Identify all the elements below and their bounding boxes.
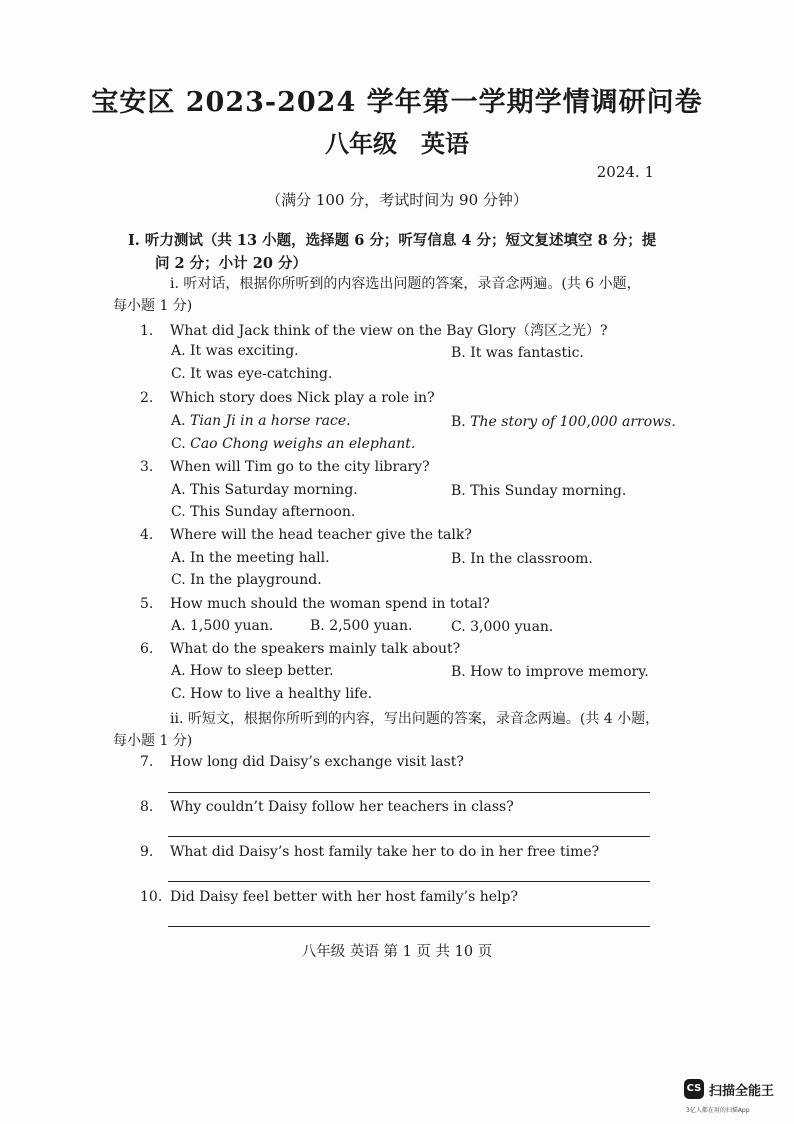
- answer-line-10[interactable]: [168, 926, 650, 927]
- question-text: What do the speakers mainly talk about?: [170, 641, 461, 657]
- question-text: How much should the woman spend in total?: [170, 596, 490, 612]
- part-i-line2: 每小题 1 分): [113, 298, 193, 314]
- question-text: Did Daisy feel better with her host family’s help?: [170, 889, 519, 905]
- question-10: [140, 889, 518, 905]
- q2-option-b-text: The story of 100,000 arrows.: [470, 414, 676, 430]
- part-ii-line2: 每小题 1 分): [113, 733, 193, 749]
- answer-line-9[interactable]: [168, 881, 650, 882]
- question-2: [140, 390, 435, 406]
- q4-option-b: B. In the classroom.: [451, 551, 593, 567]
- q3-option-c: C. This Sunday afternoon.: [171, 504, 356, 520]
- question-text: Which story does Nick play a role in?: [170, 390, 435, 406]
- exam-date: 2024. 1: [596, 163, 654, 181]
- q2-option-a: [171, 413, 351, 429]
- question-text: Why couldn’t Daisy follow her teachers in class?: [170, 799, 514, 815]
- scanner-watermark: [684, 1079, 788, 1119]
- question-text: What did Jack think of the view on the Bay Glory（湾区之光）?: [170, 323, 608, 339]
- exam-note: （满分 100 分，考试时间为 90 分钟）: [266, 191, 528, 209]
- part-ii-line1: ii. 听短文，根据你所听到的内容，写出问题的答案，录音念两遍。(共 4 小题，: [170, 711, 660, 727]
- q6-option-a: A. How to sleep better.: [171, 663, 334, 679]
- question-number: 2.: [140, 390, 154, 406]
- q5-option-c: C. 3,000 yuan.: [451, 619, 554, 635]
- question-9: [140, 844, 599, 860]
- part-i-line1: i. 听对话，根据你所听到的内容选出问题的答案，录音念两遍。(共 6 小题，: [170, 276, 641, 292]
- question-4: [140, 527, 472, 543]
- q2-option-c: [171, 436, 415, 452]
- q2-option-b: [451, 414, 676, 430]
- q2-option-c-letter: C.: [171, 436, 191, 452]
- answer-line-8[interactable]: [168, 836, 650, 837]
- question-number: 6.: [140, 641, 154, 657]
- q6-option-c: C. How to live a healthy life.: [171, 686, 373, 702]
- q2-option-a-text: Tian Ji in a horse race.: [190, 413, 351, 429]
- question-number: 1.: [140, 323, 154, 339]
- q1-option-a: A. It was exciting.: [171, 343, 299, 359]
- question-number: 7.: [140, 754, 154, 770]
- question-number: 5.: [140, 596, 154, 612]
- question-number: 3.: [140, 459, 154, 475]
- question-number: 4.: [140, 527, 154, 543]
- question-number: 8.: [140, 799, 154, 815]
- q4-option-a: A. In the meeting hall.: [171, 550, 330, 566]
- question-text: What did Daisy’s host family take her to do in her free time?: [170, 844, 600, 860]
- question-3: [140, 459, 430, 475]
- question-6: [140, 641, 460, 657]
- question-text: When will Tim go to the city library?: [170, 459, 430, 475]
- section-1-heading-line1: Ⅰ. 听力测试（共 13 小题，选择题 6 分；听写信息 4 分；短文复述填空 8 分；提: [128, 232, 657, 249]
- scanner-name: 扫描全能王: [709, 1084, 775, 1099]
- question-text: Where will the head teacher give the talk?: [170, 527, 472, 543]
- answer-line-7[interactable]: [168, 792, 650, 793]
- question-number: 9.: [140, 844, 154, 860]
- question-text: How long did Daisy’s exchange visit last?: [170, 754, 464, 770]
- section-1-heading-line2: 问 2 分；小计 20 分）: [155, 255, 307, 272]
- question-1: [140, 320, 608, 340]
- part-ii-instruction: [113, 708, 673, 752]
- question-8: [140, 799, 514, 815]
- section-1-heading: [128, 229, 668, 275]
- exam-subtitle: 八年级 英语: [325, 129, 469, 158]
- part-i-instruction: [113, 273, 673, 317]
- exam-title: 宝安区 2023-2024 学年第一学期学情调研问卷: [91, 87, 703, 118]
- question-7: [140, 754, 464, 770]
- q5-option-a: A. 1,500 yuan.: [171, 618, 274, 634]
- question-5: [140, 596, 490, 612]
- page-footer: 八年级 英语 第 1 页 共 10 页: [301, 944, 493, 960]
- q1-option-c: C. It was eye-catching.: [171, 366, 333, 382]
- q4-option-c: C. In the playground.: [171, 572, 322, 588]
- q3-option-a: A. This Saturday morning.: [171, 482, 358, 498]
- scanner-logo-icon: CS: [684, 1079, 704, 1099]
- q1-option-b: B. It was fantastic.: [451, 345, 584, 361]
- q2-option-a-letter: A.: [171, 413, 191, 429]
- q2-option-b-letter: B.: [451, 414, 471, 430]
- question-number: 10.: [140, 889, 163, 905]
- q5-option-b: B. 2,500 yuan.: [310, 618, 413, 634]
- scanner-tagline: 3亿人都在用的扫描App: [686, 1107, 750, 1114]
- q6-option-b: B. How to improve memory.: [451, 664, 649, 680]
- q3-option-b: B. This Sunday morning.: [451, 483, 627, 499]
- q2-option-c-text: Cao Chong weighs an elephant.: [190, 436, 416, 452]
